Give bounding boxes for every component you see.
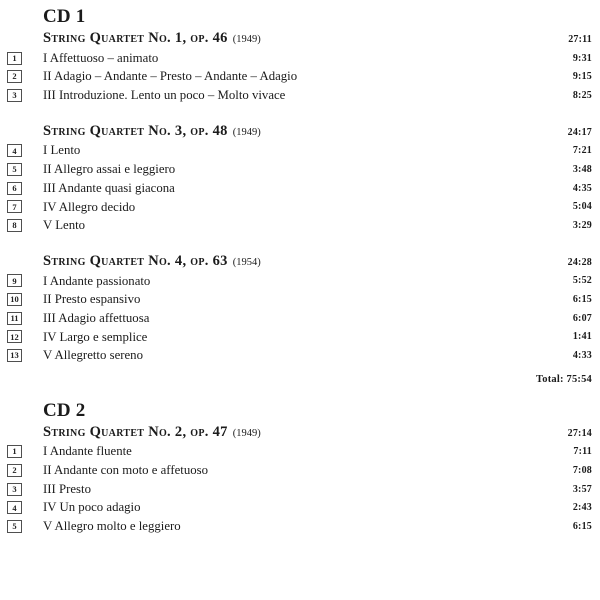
- track-row: [0, 290, 592, 309]
- track-number: 2: [12, 71, 17, 82]
- work-year: (1949): [232, 126, 261, 138]
- track-title: V Allegro molto e leggiero: [43, 519, 181, 534]
- work-duration: 24:28: [567, 256, 592, 268]
- track-title: I Lento: [43, 143, 81, 158]
- track-number: 5: [12, 164, 17, 175]
- disc-section: [0, 400, 592, 536]
- track-number-box: [7, 274, 22, 287]
- track-row: [0, 346, 592, 365]
- track-row: [0, 198, 592, 217]
- track-number: 7: [12, 201, 17, 212]
- track-time: 4:35: [572, 182, 592, 194]
- track-number-box: [7, 200, 22, 213]
- track-row: [0, 442, 592, 461]
- work-group: [0, 30, 592, 105]
- track-number-cell: [0, 445, 43, 458]
- track-row: [0, 160, 592, 179]
- track-title: III Adagio affettuosa: [43, 310, 150, 325]
- work-heading-cell: [43, 423, 544, 444]
- track-time: 4:33: [572, 350, 592, 362]
- track-number-box: [7, 219, 22, 232]
- track-number-cell: [0, 70, 43, 83]
- track-time: 6:15: [572, 520, 592, 532]
- track-time: 2:43: [572, 502, 592, 514]
- track-time: 3:29: [572, 220, 592, 232]
- track-number-box: [7, 182, 22, 195]
- track-number-box: [7, 293, 22, 306]
- track-number-box: [7, 445, 22, 458]
- track-title: IV Allegro decido: [43, 199, 136, 214]
- work-heading-row: [0, 253, 592, 272]
- track-row: [0, 328, 592, 347]
- track-time: 3:57: [572, 483, 592, 495]
- track-number-box: [7, 163, 22, 176]
- track-title: II Allegro assai e leggiero: [43, 162, 176, 177]
- track-number-box: [7, 89, 22, 102]
- work-year: (1949): [232, 427, 261, 439]
- track-number-cell: [0, 501, 43, 514]
- track-title: IV Largo e semplice: [43, 329, 148, 344]
- work-heading: String Quartet No. 3, op. 48: [43, 122, 228, 139]
- track-number-cell: [0, 219, 43, 232]
- work-year: (1949): [232, 34, 261, 45]
- track-number-box: [7, 464, 22, 477]
- track-number-cell: [0, 293, 43, 306]
- track-number-cell: [0, 464, 43, 477]
- track-title: V Lento: [43, 218, 86, 233]
- track-row: [0, 517, 592, 536]
- track-number-box: [7, 312, 22, 325]
- track-time: 6:07: [572, 312, 592, 324]
- track-number-cell: [0, 483, 43, 496]
- track-title: II Andante con moto e affetuoso: [43, 463, 209, 478]
- track-number-cell: [0, 52, 43, 65]
- track-row: [0, 480, 592, 499]
- track-title: III Introduzione. Lento un poco – Molto vivace: [43, 88, 286, 103]
- work-heading: String Quartet No. 2, op. 47: [43, 423, 228, 440]
- track-number-box: [7, 70, 22, 83]
- track-number-box: [7, 349, 22, 362]
- work-heading-row: [0, 123, 592, 142]
- track-title: I Affettuoso – animato: [43, 50, 159, 65]
- track-number: 1: [12, 446, 17, 457]
- track-time: 7:21: [572, 145, 592, 157]
- track-time: 5:04: [572, 201, 592, 213]
- track-time: 5:52: [572, 275, 592, 287]
- track-number-cell: [0, 144, 43, 157]
- track-number: 2: [12, 465, 17, 476]
- track-time: 1:41: [572, 331, 592, 343]
- track-number: 12: [10, 331, 19, 342]
- track-number-cell: [0, 349, 43, 362]
- track-number-box: [7, 330, 22, 343]
- work-duration: 24:17: [567, 126, 592, 138]
- track-number-cell: [0, 200, 43, 213]
- track-title: I Andante fluente: [43, 444, 132, 459]
- track-number-box: [7, 52, 22, 65]
- track-time: 9:31: [572, 52, 592, 64]
- work-duration: 27:14: [567, 427, 592, 439]
- track-time: 7:11: [573, 446, 592, 458]
- track-time: 7:08: [572, 464, 592, 476]
- track-row: [0, 216, 592, 235]
- track-number-cell: [0, 274, 43, 287]
- track-number: 13: [10, 350, 19, 361]
- track-row: [0, 141, 592, 160]
- work-year: (1954): [232, 256, 261, 268]
- work-group: [0, 253, 592, 365]
- work-group: [0, 123, 592, 235]
- track-number: 3: [12, 483, 17, 494]
- disc-title: CD 1: [43, 6, 86, 27]
- track-number: 4: [12, 502, 17, 513]
- track-number-cell: [0, 89, 43, 102]
- work-heading-cell: [43, 29, 544, 50]
- track-row: [0, 309, 592, 328]
- disc-section: [0, 6, 592, 389]
- track-number-cell: [0, 312, 43, 325]
- track-number: 10: [10, 294, 19, 305]
- track-number: 3: [12, 90, 17, 101]
- track-number-box: [7, 501, 22, 514]
- track-number-cell: [0, 520, 43, 533]
- track-number: 8: [12, 220, 17, 231]
- track-row: [0, 49, 592, 68]
- disc-total: Total: 75:54: [536, 373, 592, 385]
- track-title: II Presto espansivo: [43, 292, 141, 307]
- track-time: 8:25: [572, 89, 592, 101]
- work-duration: 27:11: [568, 33, 592, 45]
- work-heading-row: [0, 30, 592, 49]
- work-heading: String Quartet No. 1, op. 46: [43, 30, 228, 46]
- track-title: V Allegretto sereno: [43, 348, 143, 363]
- track-row: [0, 461, 592, 480]
- track-time: 6:15: [572, 294, 592, 306]
- track-row: [0, 179, 592, 198]
- disc-title: CD 2: [43, 399, 86, 421]
- track-number-box: [7, 520, 22, 533]
- work-heading-cell: [43, 252, 544, 273]
- track-title: II Adagio – Andante – Presto – Andante – Adagio: [43, 69, 298, 84]
- track-number-cell: [0, 163, 43, 176]
- track-title: III Presto: [43, 481, 91, 496]
- track-number-box: [7, 144, 22, 157]
- track-row: [0, 498, 592, 517]
- track-number-cell: [0, 330, 43, 343]
- track-number: 4: [12, 145, 17, 156]
- track-number: 5: [12, 521, 17, 532]
- track-number: 9: [12, 275, 17, 286]
- track-time: 3:48: [572, 163, 592, 175]
- track-title: I Andante passionato: [43, 273, 151, 288]
- disc-total-row: [0, 370, 592, 389]
- track-number: 1: [12, 52, 17, 63]
- work-group: [0, 424, 592, 536]
- work-heading-cell: [43, 122, 544, 143]
- track-number: 11: [10, 313, 19, 324]
- track-row: [0, 67, 592, 86]
- track-time: 9:15: [572, 71, 592, 83]
- track-title: IV Un poco adagio: [43, 500, 141, 515]
- track-row: [0, 86, 592, 105]
- track-number-box: [7, 483, 22, 496]
- track-row: [0, 272, 592, 291]
- work-heading: String Quartet No. 4, op. 63: [43, 252, 228, 269]
- work-heading-row: [0, 424, 592, 443]
- track-number-cell: [0, 182, 43, 195]
- track-number: 6: [12, 182, 17, 193]
- track-title: III Andante quasi giacona: [43, 180, 175, 195]
